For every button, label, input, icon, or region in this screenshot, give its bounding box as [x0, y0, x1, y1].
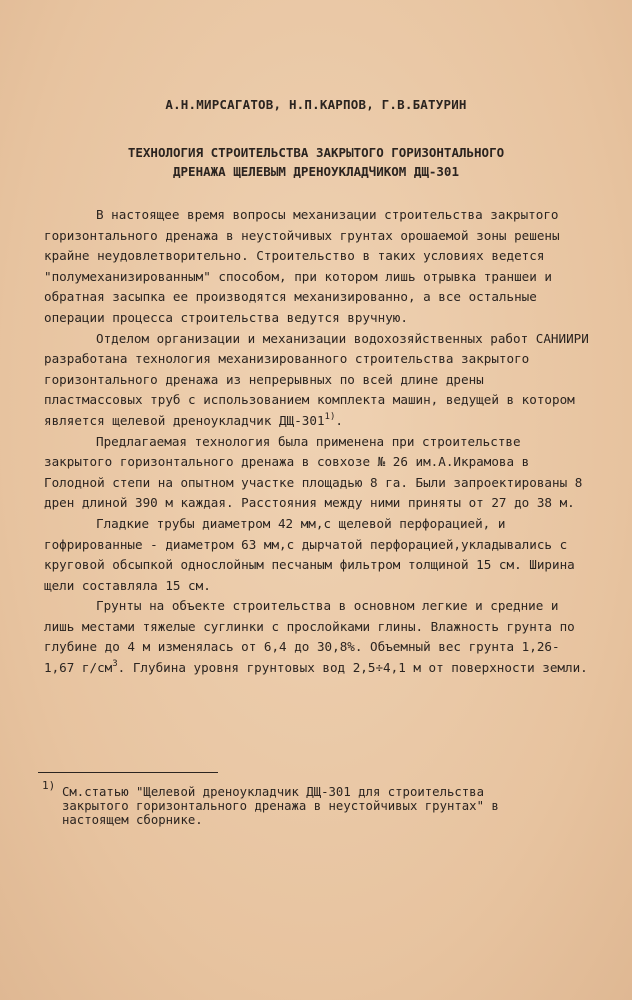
article-body: [44, 205, 589, 679]
article-title: [0, 143, 632, 181]
footnote-reference: 1): [324, 411, 336, 422]
paragraph-3: Предлагаемая технология была применена при строительстве закрытого горизонтального дренажа в совхозе № 26 им.А.Икрамова в Голодной степи на опытном участке площадью 8 га. Были запроектированы 8 дрен длиной 390 м каждая. Расстояния между ними приняты от 27 до 38 м.: [44, 433, 583, 511]
paragraph-5-text-a: Грунты на объекте строительства в основном легкие и средние и лишь местами тяжелые суглинки с прослойками глины. Влажность грунта по глубине до 4 м изменялась от 6,4 до 30,8%. Объемный вес грунта 1,26-1,67 г/см: [44, 598, 575, 676]
title-line-2: ДРЕНАЖА ЩЕЛЕВЫМ ДРЕНОУКЛАДЧИКОМ ДЩ-301: [173, 164, 459, 179]
paragraph-5: [44, 596, 589, 678]
paragraph-5-text-b: . Глубина уровня грунтовых вод 2,5÷4,1 м от поверхности земли.: [117, 660, 588, 676]
footnote-divider: [38, 772, 218, 773]
paragraph-2-text: Отделом организации и механизации водохозяйственных работ САНИИРИ разработана технология механизированного строительства закрытого горизонтального дренажа из непрерывных по всей длине дрены пластмассовых труб с использованием комплекта машин, ведущей в котором является щелевой дреноукладчик ДЩ-301: [44, 330, 589, 428]
paragraph-2: [44, 329, 589, 432]
footnote-mark: 1): [42, 779, 56, 792]
authors-line: А.Н.МИРСАГАТОВ, Н.П.КАРПОВ, Г.В.БАТУРИН: [165, 97, 467, 112]
title-line-1: ТЕХНОЛОГИЯ СТРОИТЕЛЬСТВА ЗАКРЫТОГО ГОРИЗОНТАЛЬНОГО: [127, 145, 505, 160]
paragraph-1: В настоящее время вопросы механизации строительства закрытого горизонтального дренажа в неустойчивых грунтах орошаемой зоны решены крайне неудовлетворительно. Строительство в таких условиях ведется "полумеханизированным" способом, при котором лишь отрывка траншеи и обратная засыпка ее производятся механизированно, а все остальные операции процесса строительства ведутся вручную.: [44, 207, 560, 325]
paragraph-4: Гладкие трубы диаметром 42 мм,с щелевой перфорацией, и гофрированные - диаметром 63 мм,с дырчатой перфорацией,укладывались с круговой обсыпкой однослойным песчаным фильтром толщиной 15 см. Ширина щели составляла 15 см.: [44, 515, 575, 593]
footnote-text: См.статью "Щелевой дреноукладчик ДЩ-301 для строительства закрытого горизонтального дренажа в неустойчивых грунтах" в настоящем сборнике.: [62, 785, 499, 827]
unit-superscript: 3: [112, 659, 118, 670]
paragraph-2-end: .: [335, 412, 343, 428]
